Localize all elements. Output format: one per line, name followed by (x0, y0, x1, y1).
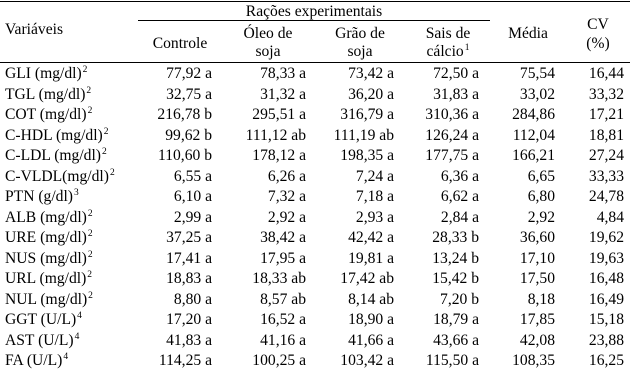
row-cv: 33,33 (588, 167, 624, 185)
row-value-controle: 37,25 a (166, 229, 212, 246)
header-col-cv-line2: (%) (586, 35, 610, 52)
row-value-oleo-de-soja: 16,52 a (260, 311, 306, 328)
row-variable-name: C-LDL $(mg/dl)^2$ (5, 147, 107, 164)
row-value-sais-de-calcio: 43,66 a (433, 331, 479, 349)
row-variable-name: GLI $(mg/dl)^2$ (5, 65, 88, 82)
row-footnote-marker: 4 (74, 331, 80, 342)
row-value-controle: 6,55 a (173, 167, 212, 185)
row-value-controle: 216,78 b (157, 106, 212, 123)
row-value-oleo-de-soja: 111,12 ab (245, 126, 306, 144)
row-mean: 2,92 (527, 208, 555, 226)
row-variable-name: COT $(mg/dl)^2$ (5, 106, 93, 123)
row-value-oleo-de-soja: 2,92 a (267, 208, 306, 226)
row-cv: 17,21 (588, 106, 624, 123)
row-cv: 27,24 (588, 147, 624, 164)
row-variable-name: GGT $(U/L)^4$ (5, 311, 82, 328)
row-value-controle: 77,92 a (166, 65, 212, 82)
row-value-oleo-de-soja: 38,42 a (260, 229, 306, 246)
row-value-grao-de-soja: 198,35 a (340, 147, 394, 164)
row-value-oleo-de-soja: 7,32 a (267, 188, 306, 205)
row-value-sais-de-calcio: 15,42 b (432, 270, 479, 287)
row-value-controle: 99,62 b (165, 126, 212, 144)
row-cv: 18,81 (588, 126, 624, 144)
header-col-grao-line1: Grão de (335, 25, 385, 42)
row-footnote-marker: 2 (82, 65, 88, 75)
row-value-oleo-de-soja: 41,16 a (260, 331, 306, 349)
row-footnote-marker: 2 (87, 208, 93, 219)
row-variable-name: C-HDL $(mg/dl)^2$ (5, 126, 109, 144)
row-mean: 17,50 (519, 270, 555, 287)
row-value-grao-de-soja: 18,90 a (348, 311, 394, 328)
row-value-grao-de-soja: 111,19 ab (333, 126, 394, 144)
row-cv: 24,78 (588, 188, 624, 205)
row-value-sais-de-calcio: 28,33 b (432, 229, 479, 246)
row-cv: 33,32 (588, 85, 624, 103)
row-value-sais-de-calcio: 13,24 b (432, 249, 479, 267)
header-col-sais-footnote: 1 (464, 43, 470, 53)
row-footnote-marker: 2 (109, 167, 115, 178)
row-footnote-marker: 2 (87, 249, 93, 260)
row-footnote-marker: 2 (86, 85, 92, 96)
header-col-oleo-line1: Óleo de (243, 25, 293, 42)
row-cv: 16,25 (588, 352, 624, 369)
row-mean: 33,02 (519, 85, 555, 103)
row-variable-name: NUS $(mg/dl)^2$ (5, 249, 93, 267)
row-value-sais-de-calcio: 115,50 a (425, 352, 479, 369)
row-cv: 19,62 (588, 229, 624, 246)
row-value-grao-de-soja: 7,24 a (355, 167, 394, 185)
group-header-rule (138, 20, 490, 21)
row-footnote-marker: 2 (88, 290, 93, 301)
row-footnote-marker: 3 (74, 188, 79, 198)
header-col-sais-line2: cálcio$^1$ (426, 43, 470, 60)
row-mean: 108,35 (512, 352, 555, 369)
row-footnote-marker: 4 (63, 352, 69, 362)
row-value-grao-de-soja: 73,42 a (348, 65, 394, 82)
row-value-sais-de-calcio: 310,36 a (425, 106, 479, 123)
row-value-oleo-de-soja: 6,26 a (267, 167, 306, 185)
row-value-grao-de-soja: 19,81 a (348, 249, 394, 267)
row-value-grao-de-soja: 7,18 a (355, 188, 394, 205)
row-value-grao-de-soja: 42,42 a (348, 229, 394, 246)
row-mean: 112,04 (512, 126, 555, 144)
row-value-sais-de-calcio: 6,62 a (440, 188, 479, 205)
header-col-media: Média (508, 25, 548, 42)
header-col-controle: Controle (152, 35, 208, 52)
row-variable-name: PTN $(g/dl)^3$ (5, 188, 79, 205)
row-variable-name: FA $(U/L)^4$ (5, 352, 69, 369)
row-value-controle: 41,83 a (166, 331, 212, 349)
row-mean: 6,65 (527, 167, 555, 185)
row-value-oleo-de-soja: 178,12 a (252, 147, 306, 164)
row-value-sais-de-calcio: 7,20 b (440, 290, 479, 308)
row-mean: 284,86 (512, 106, 555, 123)
header-bottom-rule (0, 62, 630, 63)
row-variable-name: ALB $(mg/dl)^2$ (5, 208, 93, 226)
row-mean: 17,10 (519, 249, 555, 267)
row-footnote-marker: 2 (103, 126, 109, 137)
row-variable-name: $C-VLDL(mg/dl)^2$ (5, 167, 115, 185)
row-variable-name: URE $(mg/dl)^2$ (5, 229, 93, 246)
row-value-grao-de-soja: 17,42 ab (340, 270, 394, 287)
row-value-oleo-de-soja: 100,25 a (252, 352, 306, 369)
row-footnote-marker: 2 (102, 147, 107, 157)
row-value-grao-de-soja: 316,79 a (340, 106, 394, 123)
row-value-grao-de-soja: 2,93 a (355, 208, 394, 226)
row-value-sais-de-calcio: 6,36 a (440, 167, 479, 185)
row-mean: 17,85 (519, 311, 555, 328)
row-value-grao-de-soja: 36,20 a (348, 85, 394, 103)
row-footnote-marker: 2 (87, 106, 93, 116)
row-cv: 4,84 (596, 208, 624, 226)
header-col-grao-line2: soja (347, 43, 373, 60)
row-cv: 23,88 (588, 331, 624, 349)
row-footnote-marker: 2 (87, 229, 93, 239)
row-value-grao-de-soja: 103,42 a (340, 352, 394, 369)
row-cv: 19,63 (588, 249, 624, 267)
row-variable-name: TGL $(mg/dl)^2$ (5, 85, 92, 103)
row-value-oleo-de-soja: 8,57 ab (260, 290, 306, 308)
row-cv: 16,44 (588, 65, 624, 82)
row-value-oleo-de-soja: 31,32 a (260, 85, 306, 103)
row-value-sais-de-calcio: 126,24 a (425, 126, 479, 144)
row-value-controle: 6,10 a (173, 188, 212, 205)
row-mean: 166,21 (512, 147, 555, 164)
header-variables: Variáveis (5, 21, 64, 38)
table-top-rule (0, 1, 630, 2)
row-footnote-marker: 2 (87, 270, 93, 280)
row-value-sais-de-calcio: 177,75 a (425, 147, 479, 164)
row-value-oleo-de-soja: 17,95 a (260, 249, 306, 267)
row-mean: 6,80 (527, 188, 555, 205)
row-cv: 15,18 (588, 311, 624, 328)
row-value-sais-de-calcio: 18,79 a (433, 311, 479, 328)
row-mean: 75,54 (519, 65, 555, 82)
header-col-cv-line1: CV (587, 16, 609, 33)
row-mean: 42,08 (519, 331, 555, 349)
row-value-controle: 32,75 a (166, 85, 212, 103)
row-value-controle: 2,99 a (173, 208, 212, 226)
row-mean: 36,60 (519, 229, 555, 246)
row-value-controle: 110,60 b (158, 147, 212, 164)
row-value-oleo-de-soja: 295,51 a (252, 106, 306, 123)
row-value-sais-de-calcio: 72,50 a (433, 65, 479, 82)
header-col-oleo-line2: soja (255, 43, 281, 60)
row-footnote-marker: 4 (77, 311, 82, 321)
row-value-controle: 114,25 a (158, 352, 212, 369)
row-value-grao-de-soja: 41,66 a (348, 331, 394, 349)
row-mean: 8,18 (527, 290, 555, 308)
row-value-controle: 8,80 a (173, 290, 212, 308)
row-value-controle: 18,83 a (166, 270, 212, 287)
row-value-sais-de-calcio: 31,83 a (433, 85, 479, 103)
row-variable-name: URL $(mg/dl)^2$ (5, 270, 93, 287)
row-value-grao-de-soja: 8,14 ab (348, 290, 394, 308)
row-value-controle: 17,20 a (166, 311, 212, 328)
row-value-oleo-de-soja: 18,33 ab (252, 270, 306, 287)
row-cv: 16,48 (588, 270, 624, 287)
header-group-label: Rações experimentais (245, 3, 383, 20)
header-col-sais-line1: Sais de (425, 25, 471, 42)
row-cv: 16,49 (588, 290, 624, 308)
row-value-sais-de-calcio: 2,84 a (440, 208, 479, 226)
row-variable-name: NUL $(mg/dl)^2$ (5, 290, 93, 308)
row-value-oleo-de-soja: 78,33 a (260, 65, 306, 82)
row-variable-name: AST $(U/L)^4$ (5, 331, 80, 349)
row-value-controle: 17,41 a (166, 249, 212, 267)
